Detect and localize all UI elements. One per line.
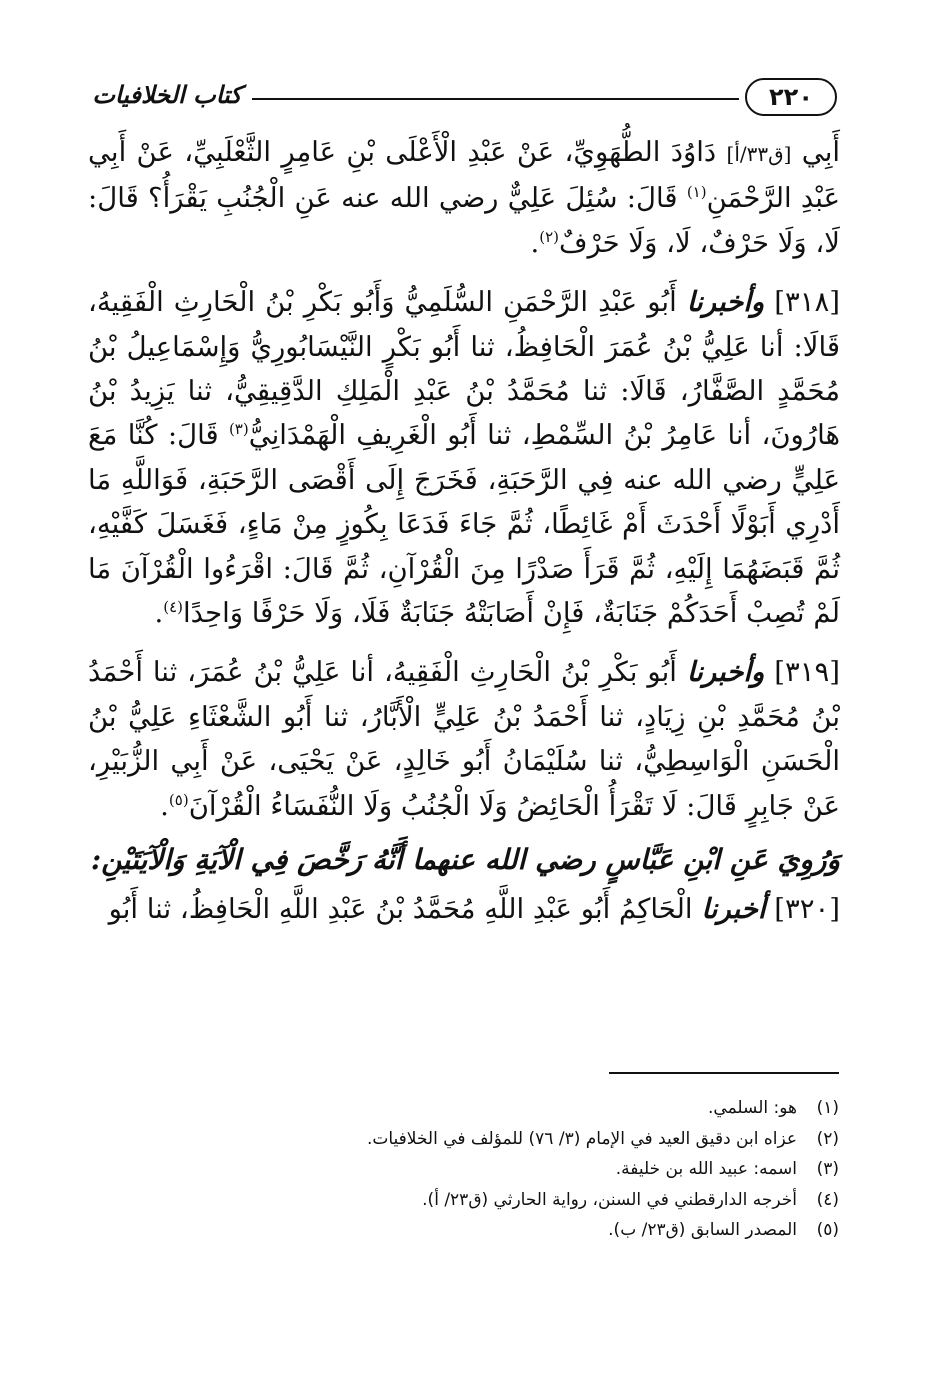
manuscript-ref: [ق٣٣/أ] <box>726 142 792 166</box>
footnote-item <box>199 1215 839 1246</box>
paragraph-text: قَالَ: سُئِلَ عَلِيٌّ رضي الله عنه عَنِ الْجُنُبِ يَقْرَأُ؟ قَالَ: لَا، وَلَا حَرْفٌ، لَا، وَلَا حَرْفٌ <box>88 182 840 259</box>
paragraph-text: أَبُو بَكْرِ بْنُ الْحَارِثِ الْفَقِيهُ، أنا عَلِيُّ بْنُ عُمَرَ، ثنا أَحْمَدُ بْنُ مُحَمَّدِ بْنِ زِيَادٍ، ثنا أَحْمَدُ بْنُ عَلِيٍّ الْأَبَّارُ، ثنا أَبُو الشَّعْثَاءِ عَلِيُّ بْنُ الْحَسَنِ الْوَاسِطِيُّ، ثنا سُلَيْمَانُ أَبُو خَالِدٍ، عَنْ يَحْيَى، عَنْ أَبِي الزُّبَيْرِ، عَنْ جَابِرٍ قَالَ: لَا تَقْرَأُ الْحَائِضُ وَلَا الْجُنُبُ وَلَا النُّفَسَاءُ الْقُرْآنَ <box>88 656 840 822</box>
footnote-marker[interactable]: (٢) <box>539 227 559 246</box>
footnote-number: (٥) <box>816 1220 839 1241</box>
paragraph-text: قَالَ: كُنَّا مَعَ عَلِيٍّ رضي الله عنه فِي الرَّحَبَةِ، فَخَرَجَ إِلَى أَقْصَى الرَّحَبَةِ، فَوَاللَّهِ مَا أَدْرِي أَبَوْلًا أَحْدَثَ أَمْ غَائِطًا، ثُمَّ جَاءَ فَدَعَا بِكُوزٍ مِنْ مَاءٍ، فَغَسَلَ كَفَّيْهِ، ثُمَّ قَبَضَهُمَا إِلَيْهِ، ثُمَّ قَرَأَ صَدْرًا مِنَ الْقُرْآنِ، ثُمَّ قَالَ: اقْرَءُوا الْقُرْآنَ مَا لَمْ تُصِبْ أَحَدَكُمْ جَنَابَةٌ، فَإِنْ أَصَابَتْهُ جَنَابَةٌ فَلَا، وَلَا حَرْفًا وَاحِدًا <box>88 419 840 630</box>
hadith-number: [٣٢٠] <box>774 892 840 925</box>
footnote-marker[interactable]: (١) <box>686 183 707 202</box>
footnote-item <box>199 1185 839 1216</box>
footnote-text: هو: السلمي. <box>708 1098 797 1118</box>
footnote-number: (١) <box>816 1098 839 1118</box>
hadith-number: [٣١٨] <box>774 286 840 319</box>
footnote-item <box>199 1154 839 1185</box>
lead-word: وأخبرنا <box>686 286 765 319</box>
paragraph-text: أَبِي <box>801 136 840 168</box>
page-header <box>92 78 837 122</box>
footnote-text: عزاه ابن دقيق العيد في الإمام (٣/ ٧٦) للمؤلف في الخلافيات. <box>366 1128 797 1149</box>
paragraph-text: . <box>530 226 540 259</box>
footnote-marker[interactable]: (٤) <box>163 597 184 616</box>
paragraph-text: الْحَاكِمُ أَبُو عَبْدِ اللَّهِ مُحَمَّدُ بْنُ عَبْدِ اللَّهِ الْحَافِظُ، ثنا أَبُو <box>108 892 693 925</box>
paragraph-continuation <box>88 130 840 265</box>
hadith-318 <box>88 280 840 635</box>
paragraph-text: دَاوُدَ الطُّهَوِيِّ، عَنْ عَبْدِ الْأَعْلَى بْنِ عَامِرٍ الثَّعْلَبِيِّ، عَنْ أَبِي عَبْدِ الرَّحْمَنِ <box>88 136 840 215</box>
footnote-item <box>199 1093 839 1124</box>
footnote-number: (٤) <box>816 1189 839 1210</box>
hadith-number: [٣١٩] <box>774 656 840 689</box>
hadith-320 <box>88 887 840 931</box>
paragraph-text: . <box>154 597 164 630</box>
book-title: كتاب الخلافيات <box>92 80 242 109</box>
lead-word: أخبرنا <box>701 892 766 925</box>
lead-word: وأخبرنا <box>686 656 765 689</box>
footnote-text: المصدر السابق (ق٢٣/ ب). <box>608 1220 797 1241</box>
footnote-text: أخرجه الدارقطني في السنن، رواية الحارثي (ق٢٣/ أ). <box>422 1189 797 1210</box>
hadith-319 <box>88 650 840 828</box>
footnote-marker[interactable]: (٣) <box>228 420 249 439</box>
footnote-text: اسمه: عبيد الله بن خليفة. <box>615 1159 797 1180</box>
paragraph-text: أَبُو عَبْدِ الرَّحْمَنِ السُّلَمِيُّ وَأَبُو بَكْرِ بْنُ الْحَارِثِ الْفَقِيهُ، قَالَا: أنا عَلِيُّ بْنُ عُمَرَ الْحَافِظُ، ثنا أَبُو بَكْرٍ النَّيْسَابُورِيُّ وَإِسْمَاعِيلُ بْنُ مُحَمَّدٍ الصَّفَّارُ، قَالَا: ثنا مُحَمَّدُ بْنُ عَبْدِ الْمَلِكِ الدَّقِيقِيُّ، ثنا يَزِيدُ بْنُ هَارُونَ، أنا عَامِرُ بْنُ السِّمْطِ، ثنا أَبُو الْغَرِيفِ الْهَمْدَانِيُّ <box>88 286 840 452</box>
header-rule <box>252 98 739 100</box>
footnote-number: (٢) <box>816 1128 839 1149</box>
main-text <box>88 130 840 931</box>
footnote-marker[interactable]: (٥) <box>168 790 189 809</box>
footnote-number: (٣) <box>816 1159 839 1180</box>
page-number: ٢٢٠ <box>745 78 837 116</box>
paragraph-text: . <box>160 789 169 822</box>
footnote-item <box>199 1124 839 1155</box>
section-subheading: وَرُوِيَ عَنِ ابْنِ عَبَّاسٍ رضي الله عنهما أَنَّهُ رَخَّصَ فِي الْآيَةِ وَالْآيَتَيْنِ: <box>90 843 840 877</box>
footnote-separator <box>609 1072 839 1074</box>
footnotes <box>199 1093 839 1246</box>
